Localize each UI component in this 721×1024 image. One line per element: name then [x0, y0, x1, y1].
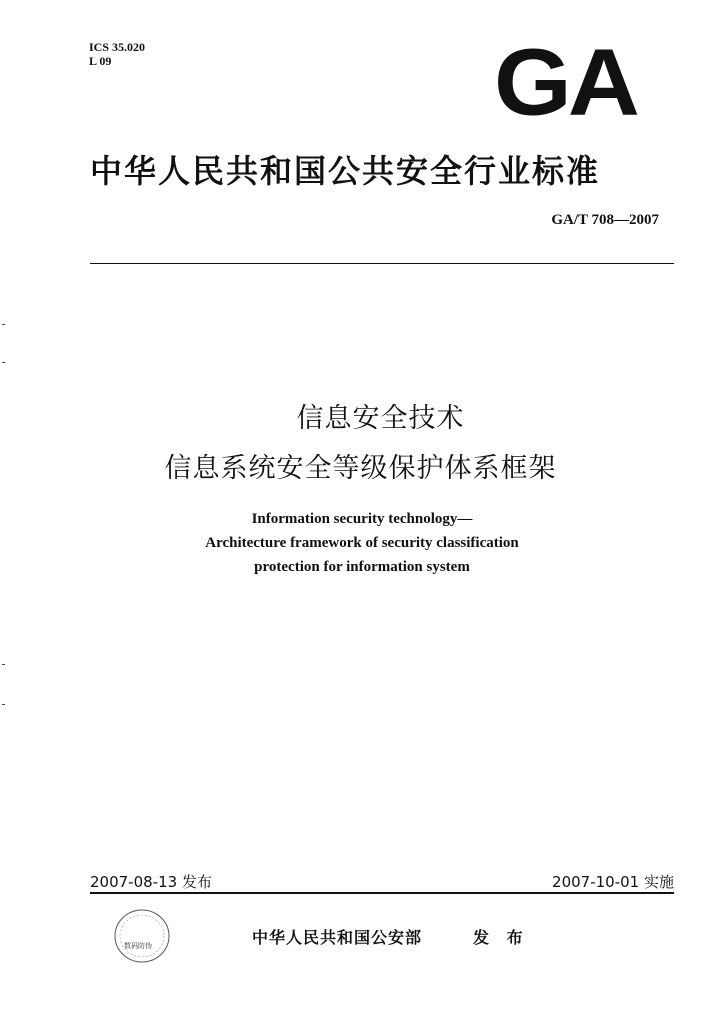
ccs-code: L 09 — [89, 54, 112, 68]
bottom-divider — [90, 892, 674, 894]
scan-mark — [2, 324, 5, 325]
publisher-name: 中华人民共和国公安部 — [252, 928, 423, 947]
ga-logo: GA — [494, 28, 636, 136]
seal-text: 数码防伪 — [124, 942, 152, 950]
title-cn-line1: 信息安全技术 — [296, 403, 465, 434]
title-en-line1: Information security technology— — [251, 511, 473, 527]
scan-mark — [2, 362, 5, 363]
title-en-line2: Architecture framework of security classification — [205, 535, 519, 551]
top-divider — [90, 263, 674, 264]
title-cn-line2: 信息系统安全等级保护体系框架 — [164, 453, 557, 484]
title-en-line3: protection for information system — [254, 559, 470, 575]
scan-mark — [2, 664, 5, 665]
issue-date: 2007-08-13 发布 — [90, 873, 212, 891]
scan-mark — [2, 704, 5, 705]
publish-label: 发 布 — [473, 928, 529, 947]
classification-codes — [89, 40, 145, 68]
anti-counterfeit-seal-icon — [112, 906, 172, 966]
org-title: 中华人民共和国公共安全行业标准 — [90, 152, 601, 190]
standard-number: GA/T 708—2007 — [551, 212, 659, 228]
title-en — [0, 507, 721, 579]
ics-code: ICS 35.020 — [89, 40, 146, 54]
effective-date: 2007-10-01 实施 — [552, 873, 674, 891]
